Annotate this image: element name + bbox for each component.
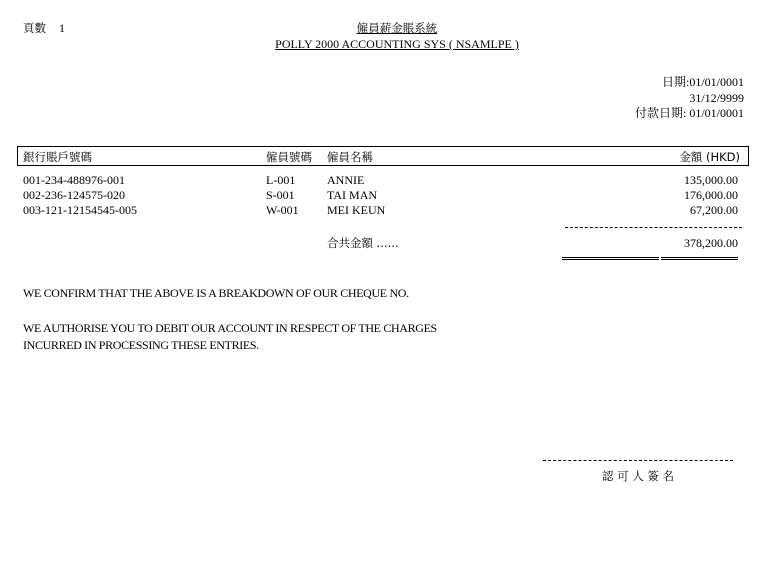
row-emp-name: ANNIE — [327, 173, 365, 187]
row-amount: 176,000.00 — [684, 188, 738, 202]
column-header-emp-no: 僱員號碼 — [266, 150, 312, 164]
row-emp-name: TAI MAN — [327, 188, 378, 202]
column-header-box — [17, 146, 749, 166]
row-amount: 135,000.00 — [684, 173, 738, 187]
row-emp-no: S-001 — [266, 188, 295, 202]
row-account: 001-234-488976-001 — [23, 173, 125, 187]
column-header-account: 銀行賬戶號碼 — [23, 150, 92, 164]
row-emp-name: MEI KEUN — [327, 203, 386, 217]
signature-line — [543, 460, 733, 461]
total-double-rule — [562, 257, 659, 260]
subtotal-rule — [565, 227, 742, 228]
authorise-statement-line2: INCURRED IN PROCESSING THESE ENTRIES. — [23, 338, 259, 352]
confirm-statement: WE CONFIRM THAT THE ABOVE IS A BREAKDOWN OF OUR CHEQUE NO. — [23, 286, 409, 300]
date-range-start: 日期:01/01/0001 — [661, 75, 744, 89]
total-double-rule — [661, 257, 738, 260]
row-amount: 67,200.00 — [690, 203, 738, 217]
signature-label: 認 可 人 簽 名 — [601, 469, 675, 483]
page-number: 1 — [59, 21, 65, 35]
total-label: 合共金額 ...... — [327, 236, 399, 250]
row-emp-no: L-001 — [266, 173, 296, 187]
column-header-amount: 金額 (HKD) — [679, 150, 740, 164]
total-amount: 378,200.00 — [684, 236, 738, 250]
row-emp-no: W-001 — [266, 203, 299, 217]
row-account: 003-121-12154545-005 — [23, 203, 137, 217]
report-title-en: POLLY 2000 ACCOUNTING SYS ( NSAMLPE ) — [275, 37, 519, 51]
date-range-end: 31/12/9999 — [689, 91, 744, 105]
authorise-statement-line1: WE AUTHORISE YOU TO DEBIT OUR ACCOUNT IN RESPECT OF THE CHARGES — [23, 321, 437, 335]
row-account: 002-236-124575-020 — [23, 188, 125, 202]
report-title-cn: 僱員薪金賬系統 — [356, 21, 438, 35]
column-header-emp-name: 僱員名稱 — [327, 150, 373, 164]
payment-date: 付款日期: 01/01/0001 — [634, 106, 744, 120]
page-label: 頁數 — [23, 21, 46, 35]
